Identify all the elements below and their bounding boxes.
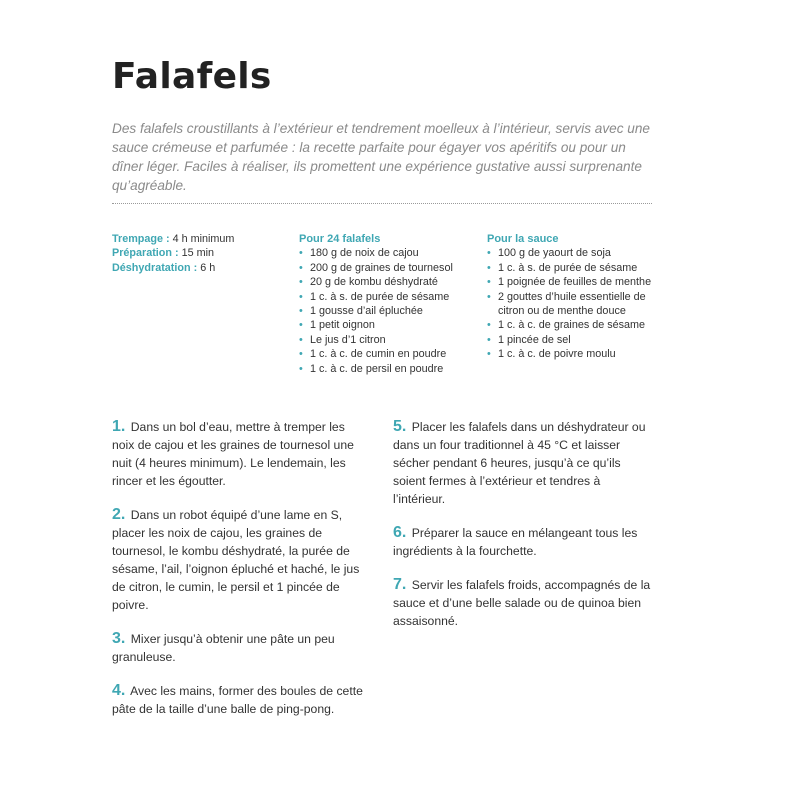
list-item: • 2 gouttes d’huile essentielle de citron ou de menthe douce — [487, 290, 657, 319]
time-value: 6 h — [200, 261, 216, 274]
step-number: 5. — [393, 418, 407, 435]
step — [393, 418, 655, 508]
list-item: • 1 c. à c. de poivre moulu — [487, 347, 657, 361]
step-text: Préparer la sauce en mélangeant tous les ingrédients à la fourchette. — [393, 526, 638, 558]
step — [112, 682, 364, 718]
divider — [112, 203, 652, 204]
list-item: • 100 g de yaourt de soja — [487, 246, 657, 260]
falafel-ingredients — [299, 232, 479, 376]
step-text: Placer les falafels dans un déshydrateur ou dans un four traditionnel à 45 °C et laisser sécher pendant 6 heures, jusqu’à ce qu’ils soient fermes à l’extérieur et tendres à l’intérieur. — [393, 420, 646, 506]
list-item: • 1 gousse d’ail épluchée — [299, 304, 479, 318]
step-number: 1. — [112, 418, 126, 435]
step-text: Dans un bol d’eau, mettre à tremper les noix de cajou et les graines de tournesol une nuit (4 heures minimum). Le lendemain, les rincer et les égoutter. — [112, 420, 354, 488]
list-item: • 1 c. à s. de purée de sésame — [299, 290, 479, 304]
step — [112, 630, 364, 666]
step-text: Mixer jusqu’à obtenir une pâte un peu granuleuse. — [112, 632, 335, 664]
list-item: • 1 c. à c. de persil en poudre — [299, 362, 479, 376]
sauce-ingredients — [487, 232, 657, 362]
recipe-header — [112, 56, 652, 412]
list-item: • 1 c. à s. de purée de sésame — [487, 261, 657, 275]
step-text: Dans un robot équipé d’une lame en S, placer les noix de cajou, les graines de tournesol, le kombu déshydraté, la purée de sésame, l’ail, l’oignon épluché et haché, le jus de citron, le cumin, le persil et 1 pincée de poivre. — [112, 508, 360, 612]
sauce-ingredient-list — [487, 246, 657, 361]
step — [112, 506, 364, 614]
time-row — [112, 232, 292, 246]
step — [393, 576, 655, 630]
recipe-intro: Des falafels croustillants à l’extérieur et tendrement moelleux à l’intérieur, servis avec une sauce crémeuse et parfumée : la recette parfaite pour égayer vos apéritifs ou pour un dîner léger. Faciles à réaliser, ils promettent une expérience gustative aussi surprenante qu’agréable. — [112, 121, 650, 193]
timing-block — [112, 232, 292, 275]
falafel-ingredient-list — [299, 246, 479, 376]
list-item: • 1 poignée de feuilles de menthe — [487, 275, 657, 289]
list-item: • 200 g de graines de tournesol — [299, 261, 479, 275]
time-label: Déshydratation : — [112, 261, 198, 274]
step — [393, 524, 655, 560]
step-number: 3. — [112, 630, 126, 647]
list-item: • 180 g de noix de cajou — [299, 246, 479, 260]
page-title: Falafels — [112, 56, 272, 97]
sauce-ingredients-title: Pour la sauce — [487, 233, 559, 245]
steps-column-right — [393, 418, 655, 646]
step-text: Avec les mains, former des boules de cette pâte de la taille d’une balle de ping-pong. — [112, 684, 363, 716]
steps-column-left — [112, 418, 364, 734]
step-number: 7. — [393, 576, 407, 593]
list-item: • 20 g de kombu déshydraté — [299, 275, 479, 289]
time-row — [112, 261, 292, 275]
time-row — [112, 246, 292, 260]
time-label: Trempage : — [112, 233, 170, 245]
list-item: • 1 petit oignon — [299, 318, 479, 332]
list-item: • 1 c. à c. de graines de sésame — [487, 318, 657, 332]
time-value: 15 min — [181, 247, 215, 260]
step-number: 2. — [112, 506, 126, 523]
step-text: Servir les falafels froids, accompagnés de la sauce et d’une belle salade ou de quinoa bien assaisonné. — [393, 578, 651, 628]
list-item: • 1 c. à c. de cumin en poudre — [299, 347, 479, 361]
step — [112, 418, 364, 490]
step-number: 4. — [112, 682, 126, 699]
time-label: Préparation : — [112, 247, 179, 260]
list-item: • 1 pincée de sel — [487, 333, 657, 347]
step-number: 6. — [393, 524, 407, 541]
time-value: 4 h minimum — [172, 233, 235, 245]
recipe-info — [112, 232, 652, 412]
list-item: • Le jus d’1 citron — [299, 333, 479, 347]
falafel-ingredients-title: Pour 24 falafels — [299, 233, 381, 245]
